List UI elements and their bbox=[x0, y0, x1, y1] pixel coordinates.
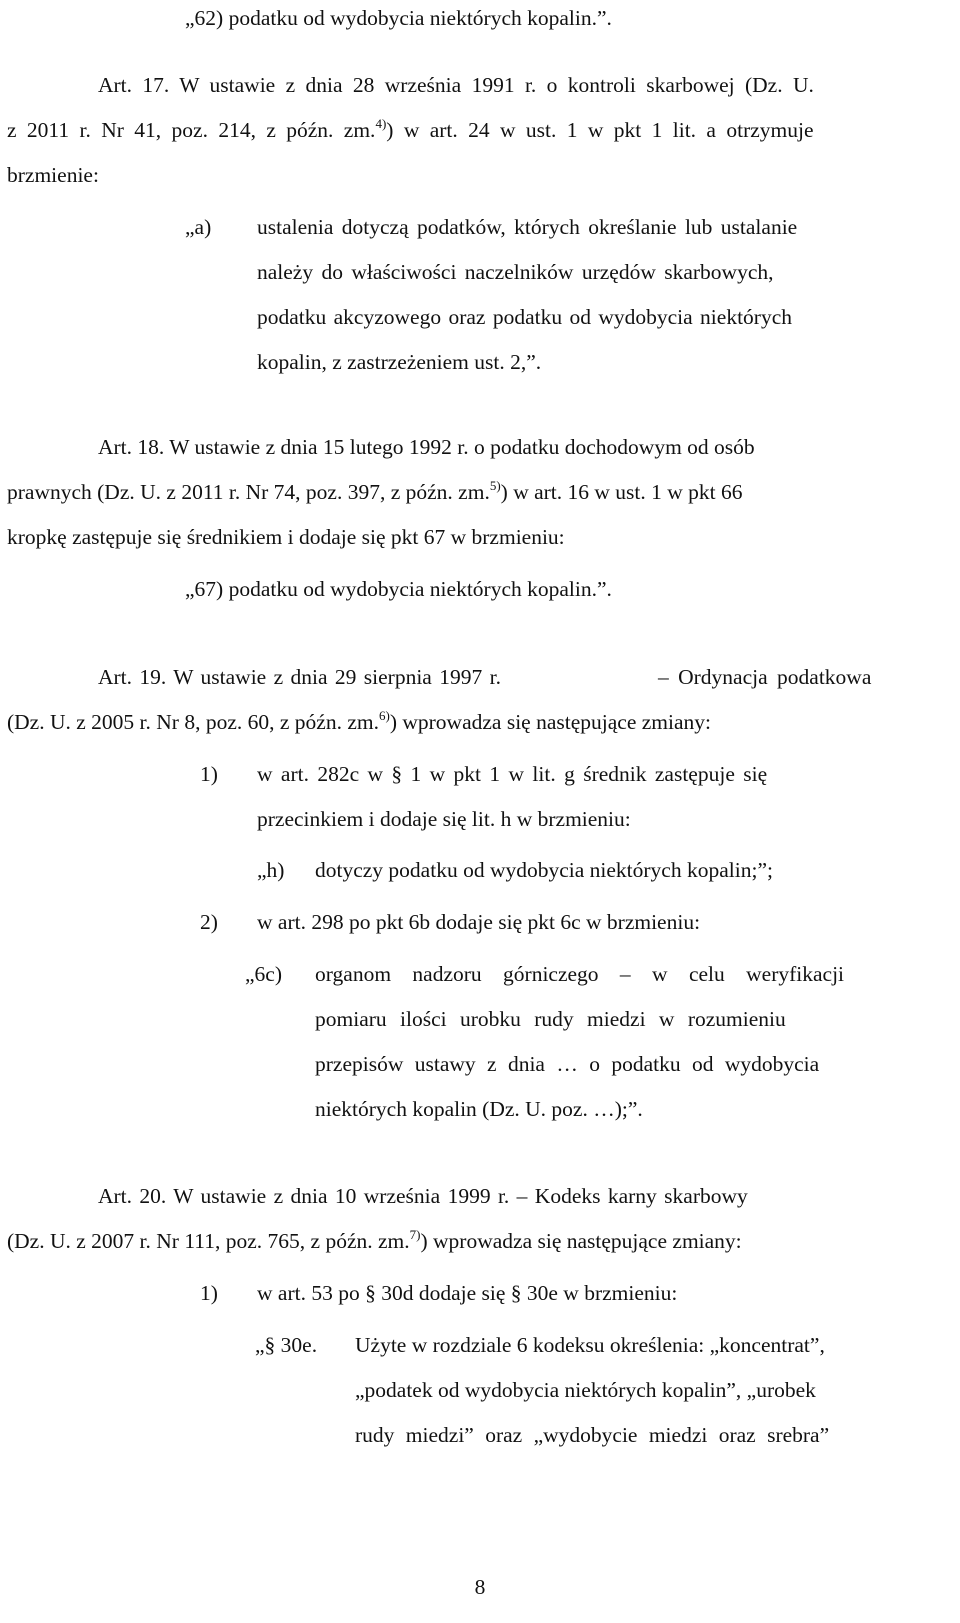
text-line bbox=[7, 708, 711, 734]
text-line: podatku akcyzowego oraz podatku od wydobycia niektórych bbox=[257, 305, 793, 329]
item-marker: „6c) bbox=[245, 962, 282, 986]
item-marker: „a) bbox=[185, 215, 212, 239]
text-line: rudy miedzi” oraz „wydobycie miedzi oraz srebra” bbox=[355, 1423, 830, 1447]
item-marker: „h) bbox=[257, 858, 285, 882]
article-heading-line: Art. 19. W ustawie z dnia 29 sierpnia 1997 r. bbox=[98, 665, 501, 689]
text-line: kropkę zastępuje się średnikiem i dodaje się pkt 67 w brzmieniu: bbox=[7, 525, 565, 549]
article-heading-line: Art. 18. W ustawie z dnia 15 lutego 1992 r. o podatku dochodowym od osób bbox=[98, 435, 755, 459]
text-fragment: ) w art. 16 w ust. 1 w pkt 66 bbox=[500, 480, 743, 504]
text-line: – Ordynacja podatkowa bbox=[658, 665, 872, 689]
text-line: w art. 53 po § 30d dodaje się § 30e w brzmieniu: bbox=[257, 1281, 678, 1305]
text-fragment: (Dz. U. z 2007 r. Nr 111, poz. 765, z późn. zm. bbox=[7, 1229, 410, 1253]
text-line: Użyte w rozdziale 6 kodeksu określenia: „koncentrat”, bbox=[355, 1333, 825, 1357]
item-marker: 1) bbox=[200, 762, 218, 786]
text-line bbox=[7, 478, 743, 504]
text-line: ustalenia dotyczą podatków, których określanie lub ustalanie bbox=[257, 215, 798, 239]
item-marker: 2) bbox=[200, 910, 218, 934]
text-line bbox=[7, 116, 814, 142]
text-fragment: (Dz. U. z 2005 r. Nr 8, poz. 60, z późn. zm. bbox=[7, 710, 379, 734]
footnote-ref: 5) bbox=[489, 478, 501, 493]
text-line: w art. 282c w § 1 w pkt 1 w lit. g średnik zastępuje się bbox=[257, 762, 768, 786]
text-fragment: prawnych (Dz. U. z 2011 r. Nr 74, poz. 397, z późn. zm. bbox=[7, 480, 490, 504]
text-line: należy do właściwości naczelników urzędów skarbowych, bbox=[257, 260, 774, 284]
text-fragment: z 2011 r. Nr 41, poz. 214, z późn. zm. bbox=[7, 118, 376, 142]
item-marker: „§ 30e. bbox=[255, 1333, 318, 1357]
text-line: „67) podatku od wydobycia niektórych kopalin.”. bbox=[185, 577, 612, 601]
text-line: „62) podatku od wydobycia niektórych kopalin.”. bbox=[185, 6, 612, 30]
text-fragment: ) wprowadza się następujące zmiany: bbox=[420, 1229, 742, 1253]
text-line: przepisów ustawy z dnia … o podatku od wydobycia bbox=[315, 1052, 820, 1076]
footnote-ref: 4) bbox=[375, 116, 387, 131]
text-line: „podatek od wydobycia niektórych kopalin”, „urobek bbox=[355, 1378, 816, 1402]
article-heading-line: Art. 17. W ustawie z dnia 28 września 1991 r. o kontroli skarbowej (Dz. U. bbox=[98, 73, 814, 97]
text-line: niektórych kopalin (Dz. U. poz. …);”. bbox=[315, 1097, 643, 1121]
text-line: przecinkiem i dodaje się lit. h w brzmieniu: bbox=[257, 807, 631, 831]
article-heading-line: Art. 20. W ustawie z dnia 10 września 1999 r. – Kodeks karny skarbowy bbox=[98, 1184, 748, 1208]
item-marker: 1) bbox=[200, 1281, 218, 1305]
text-fragment: ) wprowadza się następujące zmiany: bbox=[389, 710, 711, 734]
text-line: dotyczy podatku od wydobycia niektórych kopalin;”; bbox=[315, 858, 773, 882]
text-line: brzmienie: bbox=[7, 163, 99, 187]
text-line: w art. 298 po pkt 6b dodaje się pkt 6c w brzmieniu: bbox=[257, 910, 701, 934]
text-line: organom nadzoru górniczego – w celu weryfikacji bbox=[315, 962, 845, 986]
footnote-ref: 7) bbox=[409, 1227, 421, 1242]
text-line bbox=[7, 1227, 742, 1253]
text-line: pomiaru ilości urobku rudy miedzi w rozumieniu bbox=[315, 1007, 786, 1031]
page-number: 8 bbox=[474, 1575, 486, 1599]
text-fragment: ) w art. 24 w ust. 1 w pkt 1 lit. a otrzymuje bbox=[386, 118, 814, 142]
text-line: kopalin, z zastrzeżeniem ust. 2,”. bbox=[257, 350, 542, 374]
footnote-ref: 6) bbox=[378, 708, 390, 723]
